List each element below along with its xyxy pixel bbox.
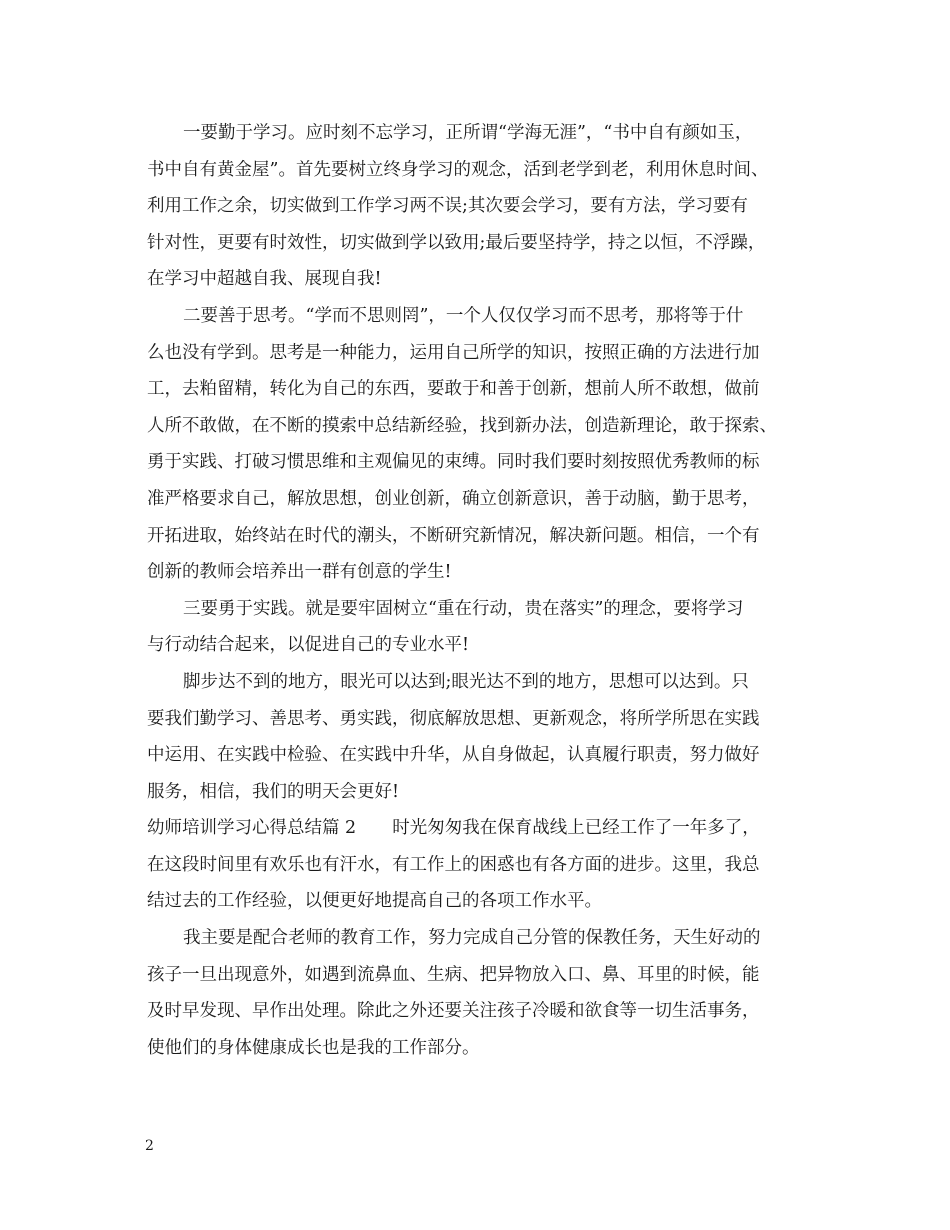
paragraph-line: 要我们勤学习、善思考、勇实践，彻底解放思想、更新观念，将所学所思在实践 — [147, 708, 760, 729]
section-heading-line — [147, 810, 827, 847]
paragraph-line: 一要勤于学习。应时刻不忘学习，正所谓“学海无涯”，“书中自有颜如玉， — [183, 123, 753, 143]
paragraph-line: 时光匆匆我在保育战线上已经工作了一年多了， — [392, 818, 760, 839]
paragraph-line: 勇于实践、打破习惯思维和主观偏见的束缚。同时我们要时刻按照优秀教师的标 — [147, 452, 760, 473]
paragraph-line: 孩子一旦出现意外，如遇到流鼻血、生病、把异物放入口、鼻、耳里的时候，能 — [147, 964, 760, 985]
document-body — [147, 115, 827, 1066]
section-heading: 幼师培训学习心得总结篇 2 — [147, 818, 357, 839]
paragraph-line: 使他们的身体健康成长也是我的工作部分。 — [147, 1037, 480, 1058]
paragraph-line: 在这段时间里有欢乐也有汗水，有工作上的困惑也有各方面的进步。这里，我总 — [147, 854, 760, 875]
paragraph-line: 创新的教师会培养出一群有创意的学生! — [147, 562, 452, 583]
paragraph-line: 与行动结合起来，以促进自己的专业水平! — [147, 635, 470, 656]
paragraph-line: 书中自有黄金屋”。首先要树立终身学习的观念，活到老学到老，利用休息时间、 — [147, 159, 769, 180]
paragraph-line: 中运用、在实践中检验、在实践中升华，从自身做起，认真履行职责，努力做好 — [147, 745, 760, 766]
paragraph-line: 么也没有学到。思考是一种能力，运用自己所学的知识，按照正确的方法进行加 — [147, 342, 760, 363]
paragraph-line: 开拓进取，始终站在时代的潮头，不断研究新情况，解决新问题。相信，一个有 — [147, 525, 760, 546]
paragraph-line: 我主要是配合老师的教育工作，努力完成自己分管的保教任务，天生好动的 — [183, 928, 761, 949]
paragraph-line: 结过去的工作经验，以便更好地提高自己的各项工作水平。 — [147, 891, 602, 912]
paragraph-line: 脚步达不到的地方，眼光可以达到;眼光达不到的地方，思想可以达到。只 — [183, 671, 749, 692]
paragraph-line: 服务，相信，我们的明天会更好! — [147, 781, 400, 802]
paragraph-line: 二要善于思考。“学而不思则罔”，一个人仅仅学习而不思考，那将等于什 — [183, 305, 744, 326]
paragraph-line: 工，去粕留精，转化为自己的东西，要敢于和善于创新，想前人所不敢想，做前 — [147, 379, 760, 400]
paragraph-line: 人所不敢做，在不断的摸索中总结新经验，找到新办法，创造新理论，敢于探索、 — [147, 415, 777, 436]
paragraph-line: 准严格要求自己，解放思想，创业创新，确立创新意识，善于动脑，勤于思考， — [147, 488, 760, 509]
paragraph-line: 针对性，更要有时效性，切实做到学以致用;最后要坚持学，持之以恒，不浮躁， — [147, 232, 766, 253]
paragraph-line: 在学习中超越自我、展现自我! — [147, 269, 382, 290]
paragraph-line: 三要勇于实践。就是要牢固树立“重在行动，贵在落实”的理念，要将学习 — [183, 598, 744, 619]
paragraph-line: 及时早发现、早作出处理。除此之外还要关注孩子冷暖和欲食等一切生活事务， — [147, 1001, 760, 1022]
page-number: 2 — [145, 1138, 154, 1154]
paragraph-line: 利用工作之余，切实做到工作学习两不误;其次要会学习，要有方法，学习要有 — [147, 196, 748, 217]
